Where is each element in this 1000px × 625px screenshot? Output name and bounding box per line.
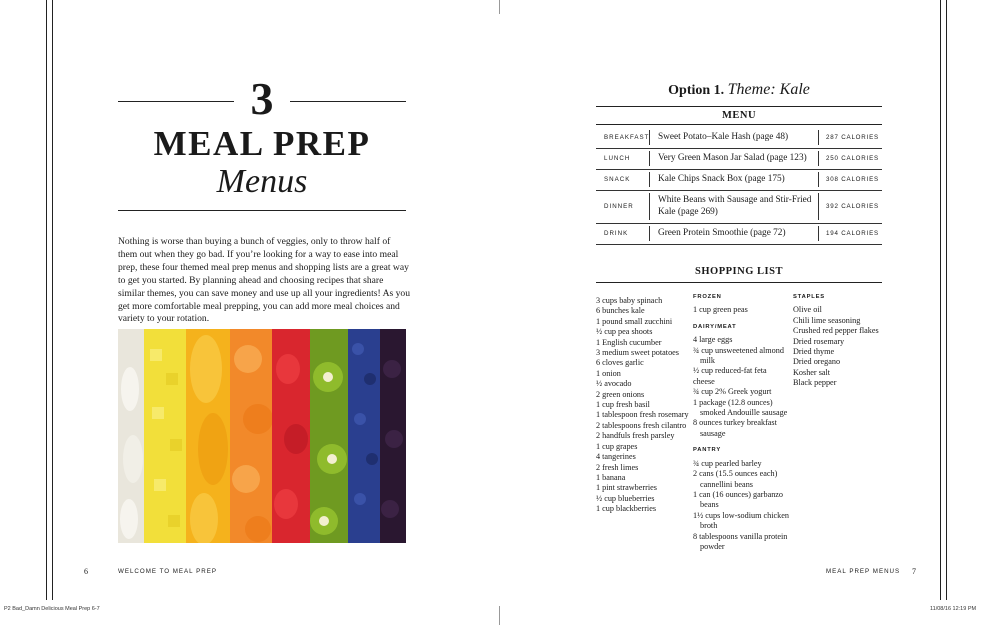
list-item-continued: powder <box>700 541 725 551</box>
shopping-rule <box>596 282 882 283</box>
list-item: ½ cup blueberries <box>596 493 655 503</box>
frozen-dairy-pantry-list <box>693 292 789 552</box>
menu-divider <box>818 151 819 166</box>
dairy-meat-heading: DAIRY/MEAT <box>693 323 737 330</box>
list-item: 1 cup fresh basil <box>596 400 650 410</box>
list-item: Chili lime seasoning <box>793 315 861 325</box>
gutter-mark-bottom <box>499 606 500 625</box>
list-item: 3 cups baby spinach <box>596 296 663 305</box>
produce-list <box>596 296 690 515</box>
menu-divider <box>649 226 650 241</box>
list-item-continued: sausage <box>700 428 726 438</box>
menu-divider <box>818 130 819 145</box>
list-item: Dried oregano <box>793 357 841 367</box>
list-item: ½ cup pea shoots <box>596 327 653 337</box>
shopping-list-heading: SHOPPING LIST <box>695 266 783 277</box>
title-underline <box>118 210 406 211</box>
list-item-continued: broth <box>700 521 718 531</box>
list-item: ½ cup reduced-fat feta cheese <box>693 366 767 386</box>
meal-label: DINNER <box>604 203 634 210</box>
recipe-name: Very Green Mason Jar Salad (page 123) <box>658 153 807 163</box>
list-item: 4 large eggs <box>693 335 733 345</box>
list-item: Dried thyme <box>793 347 835 357</box>
recipe-name: Kale Chips Snack Box (page 175) <box>658 174 785 184</box>
option-title <box>596 81 882 99</box>
print-slug-left: P2 Bad_Damn Delicious Meal Prep 6-7 <box>4 606 100 612</box>
footer-label-right: MEAL PREP MENUS <box>826 568 901 575</box>
left-margin-line-2 <box>52 0 53 600</box>
calorie-count: 194 CALORIES <box>826 230 879 237</box>
menu-rule-bottom <box>596 124 882 125</box>
right-margin-line <box>940 0 941 600</box>
footer-label-left: WELCOME TO MEAL PREP <box>118 568 217 575</box>
menu-row-drink <box>596 223 882 245</box>
menu-row-dinner <box>596 190 882 224</box>
list-item-continued: smoked Andouille sausage <box>700 408 788 418</box>
list-item: Black pepper <box>793 378 837 388</box>
list-item: 1 cup grapes <box>596 441 638 451</box>
menu-divider <box>649 193 650 220</box>
list-item: 1 package (12.8 ounces) <box>693 397 773 407</box>
list-item: 1 can (16 ounces) garbanzo <box>693 489 784 499</box>
menu-rule-top <box>596 106 882 107</box>
list-item: 2 handfuls fresh parsley <box>596 431 675 441</box>
list-item: Crushed red pepper flakes <box>793 326 879 336</box>
chapter-title: MEAL PREP <box>153 124 371 163</box>
list-item: Olive oil <box>793 305 822 315</box>
list-item: 2 green onions <box>596 389 645 399</box>
list-item: 6 cloves garlic <box>596 358 644 368</box>
meal-label: SNACK <box>604 176 631 183</box>
chapter-rule-right <box>290 101 406 102</box>
list-item: 1 cup green peas <box>693 305 748 315</box>
list-item: 3 medium sweet potatoes <box>596 348 679 358</box>
list-item: 1 banana <box>596 472 626 482</box>
calorie-count: 308 CALORIES <box>826 176 879 183</box>
list-item: 2 cans (15.5 ounces each) <box>693 469 778 479</box>
menu-heading: MENU <box>721 110 757 121</box>
menu-row-lunch <box>596 148 882 170</box>
chapter-subtitle: Menus <box>216 163 308 200</box>
page-number-left: 6 <box>84 567 88 576</box>
frozen-heading: FROZEN <box>693 294 722 300</box>
meal-label: DRINK <box>604 230 629 237</box>
calorie-count: 287 CALORIES <box>826 134 879 141</box>
menu-row-breakfast <box>596 127 882 149</box>
menu-divider <box>818 193 819 220</box>
list-item: 2 tablespoons fresh cilantro <box>596 420 687 430</box>
list-item: 1 English cucumber <box>596 337 662 347</box>
recipe-name: Sweet Potato–Kale Hash (page 48) <box>658 132 789 142</box>
recipe-name: Green Protein Smoothie (page 72) <box>658 228 786 238</box>
list-item: ½ avocado <box>596 379 632 389</box>
list-item: 1 tablespoon fresh rosemary <box>596 410 689 420</box>
list-item: 8 tablespoons vanilla protein <box>693 531 788 541</box>
list-item: 1 pint strawberries <box>596 483 657 493</box>
list-item: 1 onion <box>596 368 621 378</box>
staples-list <box>793 292 885 389</box>
left-margin-line <box>46 0 47 600</box>
list-item: 8 ounces turkey breakfast <box>693 418 777 428</box>
calorie-count: 250 CALORIES <box>826 155 879 162</box>
menu-row-snack <box>596 169 882 191</box>
list-item: 6 bunches kale <box>596 306 645 316</box>
list-item: Kosher salt <box>793 367 831 377</box>
right-margin-line-2 <box>946 0 947 600</box>
list-item: 1 cup blackberries <box>596 504 657 514</box>
calorie-count: 392 CALORIES <box>826 203 879 210</box>
chapter-rule-left <box>118 101 234 102</box>
chapter-number: 3 <box>250 73 274 124</box>
list-item: ¾ cup unsweetened almond <box>693 345 784 355</box>
option-theme: Theme: Kale <box>727 81 810 98</box>
recipe-name: White Beans with Sausage and Stir-Fried Kale (page 269) <box>658 195 812 217</box>
list-item: 2 fresh limes <box>596 462 639 472</box>
print-slug-right: 11/08/16 12:19 PM <box>930 606 977 612</box>
meal-label: LUNCH <box>604 155 631 162</box>
list-item-continued: milk <box>700 356 716 366</box>
menu-divider <box>649 151 650 166</box>
page-number-right: 7 <box>912 567 916 576</box>
menu-divider <box>818 172 819 187</box>
fruit-rainbow-photo <box>118 329 406 543</box>
list-item-continued: beans <box>700 500 719 510</box>
pantry-heading: PANTRY <box>693 447 721 454</box>
list-item: 1½ cups low-sodium chicken <box>693 510 789 520</box>
meal-label: BREAKFAST <box>604 134 650 141</box>
staples-heading: STAPLES <box>793 294 825 300</box>
list-item: 1 pound small zucchini <box>596 316 673 326</box>
option-lead: Option 1. <box>668 83 725 98</box>
list-item: Dried rosemary <box>793 336 845 346</box>
list-item: 4 tangerines <box>596 452 636 462</box>
menu-divider <box>649 172 650 187</box>
intro-paragraph: Nothing is worse than buying a bunch of veggies, only to throw half of them out when they go bad. If you’re looking for a way to ease into meal prep, these four themed meal prep menus and shopping lists are a great way to get you started. By planning ahead and choosing recipes that share similar themes, you can save money and use up all your ingredients! As you get more comfortable meal prepping, you can add more meal choices and variety to your rotation. <box>118 236 411 325</box>
list-item: ¾ cup 2% Greek yogurt <box>693 387 772 397</box>
list-item-continued: cannellini beans <box>700 479 753 489</box>
menu-divider <box>818 226 819 241</box>
gutter-mark <box>499 0 500 14</box>
list-item: ¾ cup pearled barley <box>693 458 762 468</box>
menu-divider <box>649 130 650 145</box>
